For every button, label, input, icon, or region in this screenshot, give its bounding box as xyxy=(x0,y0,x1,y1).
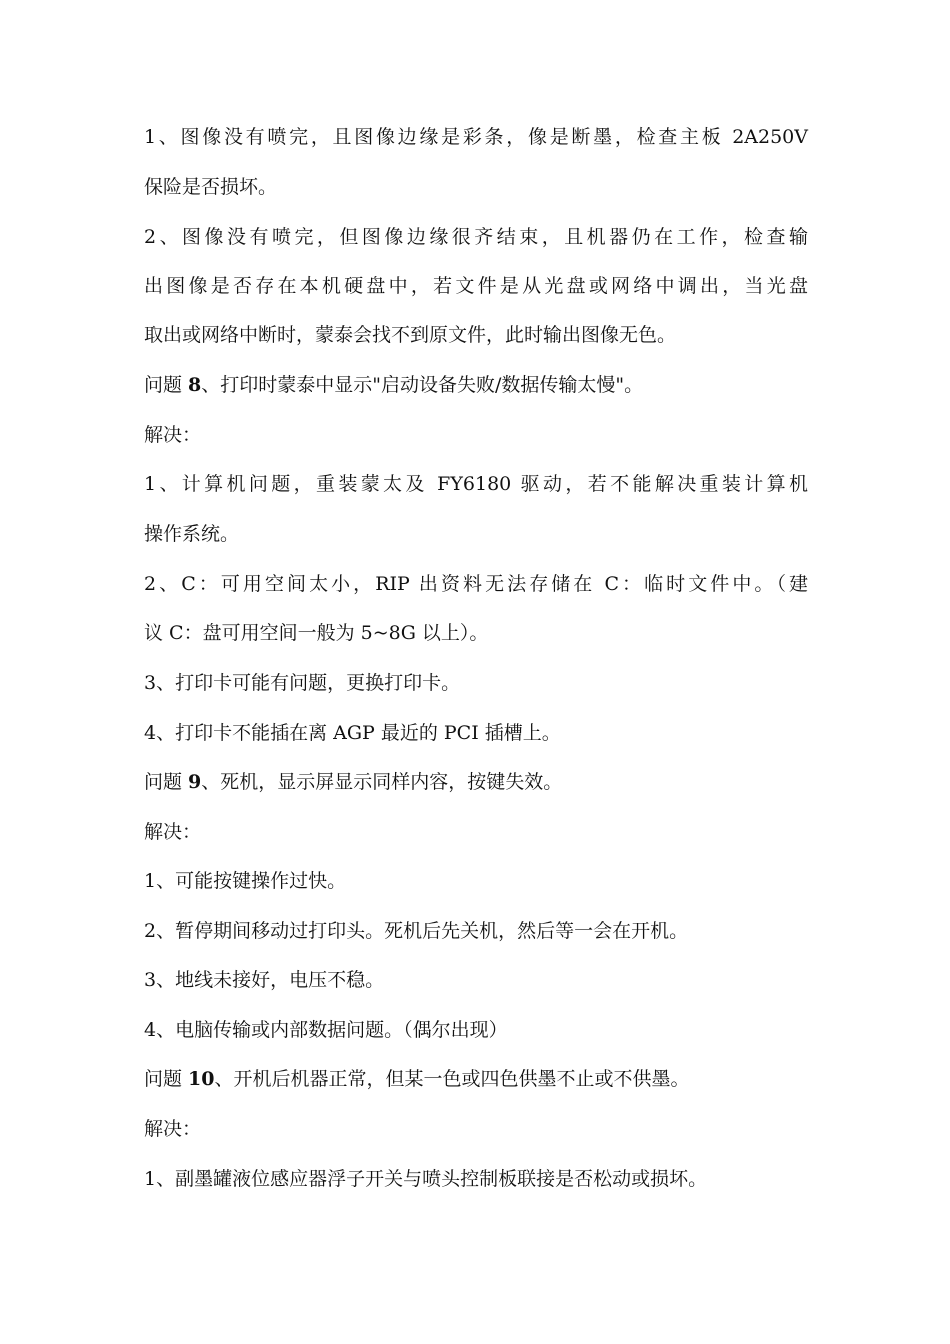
paragraph-line: 2、C：可用空间太小，RIP 出资料无法存储在 C：临时文件中。（建 xyxy=(144,573,808,595)
paragraph-line: 2、图像没有喷完，但图像边缘很齐结束，且机器仍在工作，检查输 xyxy=(144,226,808,248)
question-number: 8 xyxy=(188,374,202,396)
question-text: 、打印时蒙泰中显示"启动设备失败/数据传输太慢"。 xyxy=(201,374,644,396)
paragraph-line: 1、计算机问题，重装蒙太及 FY6180 驱动，若不能解决重装计算机 xyxy=(144,473,808,495)
question-heading xyxy=(144,1067,690,1091)
paragraph-line: 3、打印卡可能有问题，更换打印卡。 xyxy=(144,672,461,694)
paragraph-line: 出图像是否存在本机硬盘中，若文件是从光盘或网络中调出，当光盘 xyxy=(144,275,808,297)
question-number: 10 xyxy=(188,1068,215,1090)
paragraph-line: 3、地线未接好，电压不稳。 xyxy=(144,969,385,991)
paragraph-line: 2、暂停期间移动过打印头。死机后先关机，然后等一会在开机。 xyxy=(144,920,689,942)
question-heading xyxy=(144,373,643,397)
solution-label: 解决： xyxy=(144,424,202,446)
question-text: 、开机后机器正常，但某一色或四色供墨不止或不供墨。 xyxy=(214,1068,690,1090)
paragraph-line: 议 C：盘可用空间一般为 5~8G 以上）。 xyxy=(144,622,489,644)
solution-label: 解决： xyxy=(144,1118,202,1140)
paragraph-line: 1、图像没有喷完，且图像边缘是彩条，像是断墨，检查主板 2A250V xyxy=(144,126,808,148)
question-heading xyxy=(144,770,562,794)
paragraph-line: 1、可能按键操作过快。 xyxy=(144,870,347,892)
question-prefix: 问题 xyxy=(144,771,189,793)
solution-label: 解决： xyxy=(144,821,202,843)
paragraph-line: 1、副墨罐液位感应器浮子开关与喷头控制板联接是否松动或损坏。 xyxy=(144,1168,708,1190)
paragraph-line: 保险是否损坏。 xyxy=(144,176,278,198)
question-number: 9 xyxy=(188,771,202,793)
paragraph-line: 取出或网络中断时，蒙泰会找不到原文件，此时输出图像无色。 xyxy=(144,324,677,346)
paragraph-line: 4、打印卡不能插在离 AGP 最近的 PCI 插槽上。 xyxy=(144,722,561,744)
question-text: 、死机，显示屏显示同样内容，按键失效。 xyxy=(201,771,563,793)
paragraph-line: 4、电脑传输或内部数据问题。（偶尔出现） xyxy=(144,1019,508,1041)
question-prefix: 问题 xyxy=(144,1068,189,1090)
paragraph-line: 操作系统。 xyxy=(144,523,240,545)
question-prefix: 问题 xyxy=(144,374,189,396)
